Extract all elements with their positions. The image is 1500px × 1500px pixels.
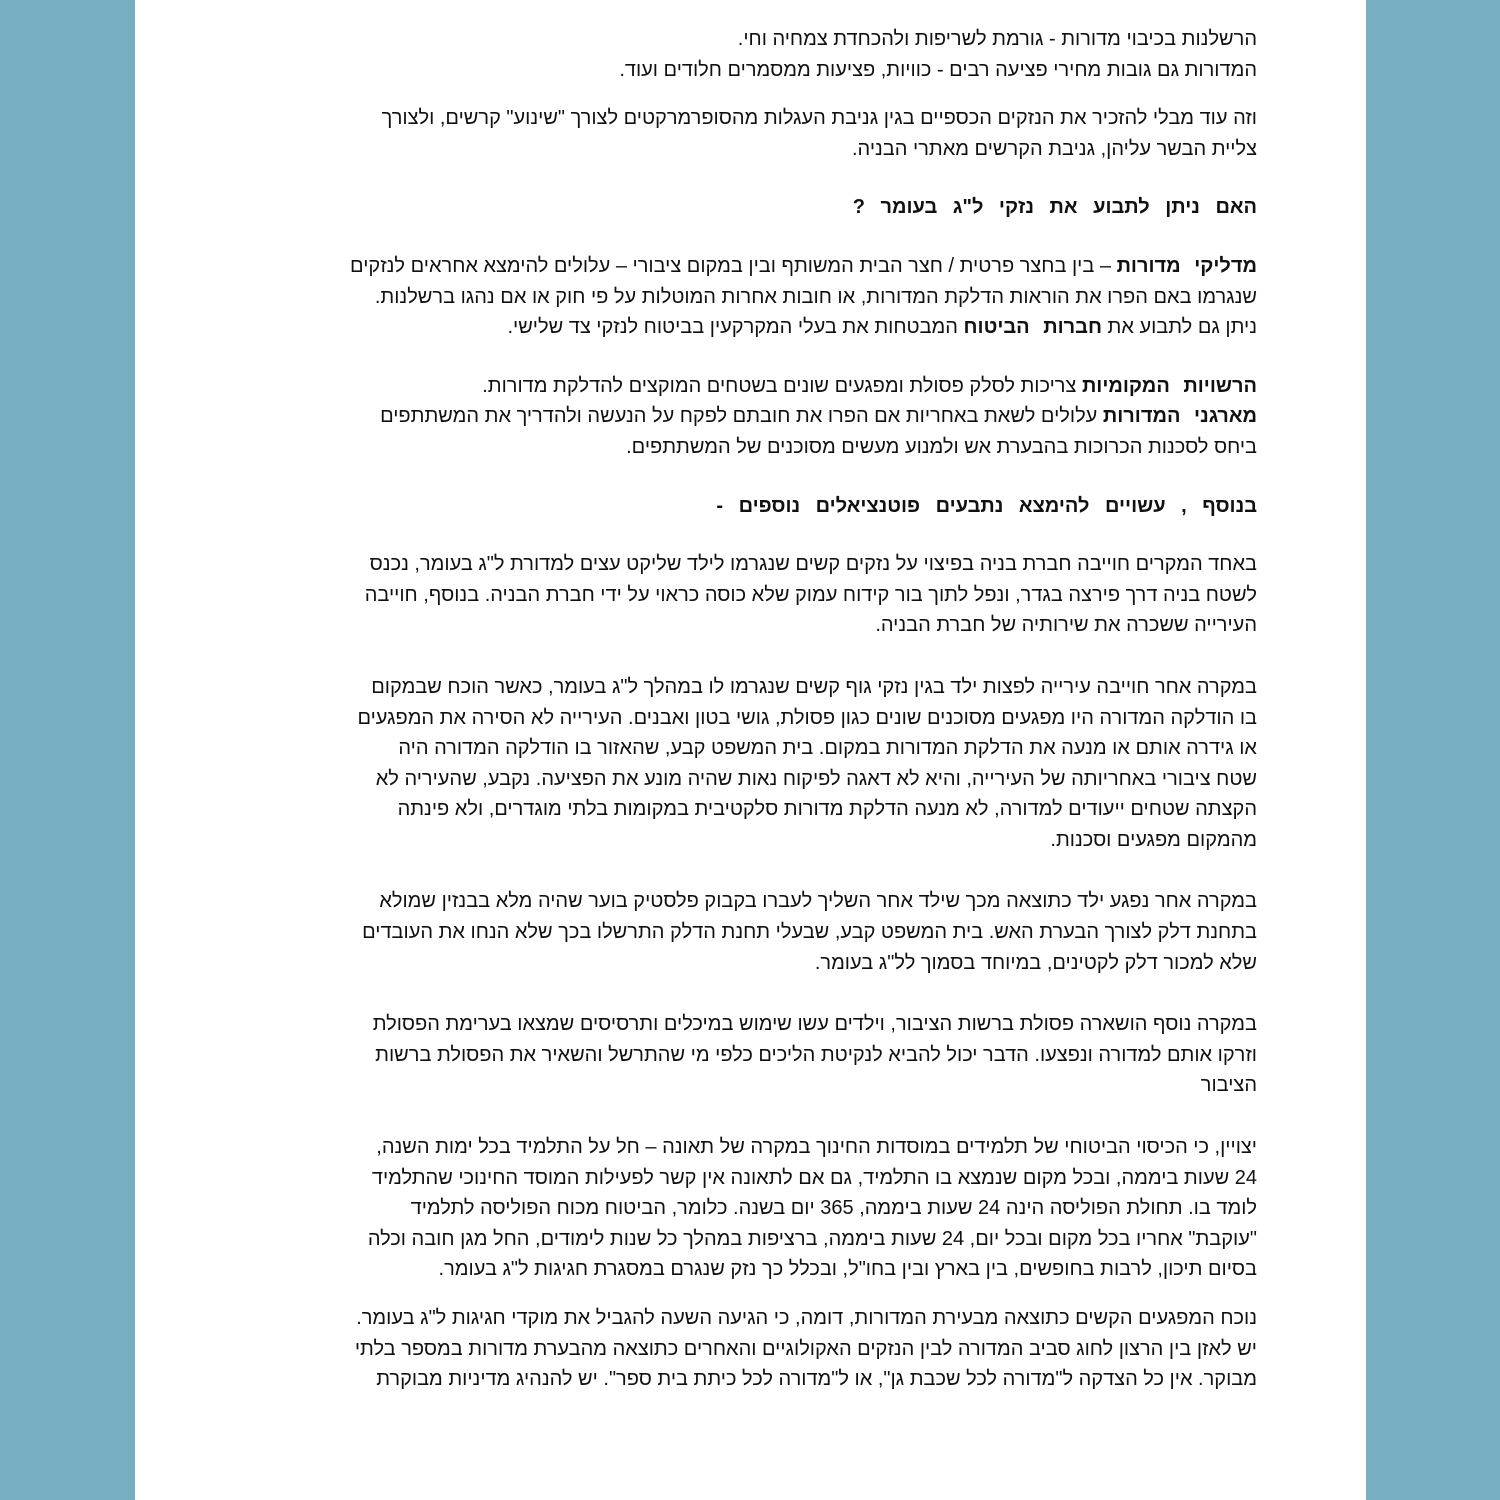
text-run: המבטחות את בעלי המקרקעין בביטוח לנזקי צד שלישי.: [507, 316, 964, 339]
text-line: הציבור: [1200, 1074, 1257, 1097]
text-line: במקרה אחר חוייבה עירייה לפצות ילד בגין נזקי גוף קשים שנגרמו לו במהלך ל"ג בעומר, כאשר הוכח שבמקום: [371, 675, 1257, 698]
text-line: צליית הבשר עליהן, גניבת הקרשים מאתרי הבניה.: [852, 137, 1257, 160]
text-run: – בין בחצר פרטית / חצר הבית המשותף ובין במקום ציבורי – עלולים להימצא אחראים לנזקים: [350, 254, 1117, 277]
paragraph-financial-damages: [185, 103, 1257, 164]
text-line: במקרה אחר נפגע ילד כתוצאה מכך שילד אחר השליך לעברו בקבוק פלסטיק בוער שהיה מלא בבנזין שמולא: [379, 890, 1257, 913]
text-line: בו הודלקה המדורה היו מפגעים מסוכנים שונים כגון פסולת, גושי בטון ואבנים. העירייה לא הסירה את המפגעים: [357, 706, 1257, 729]
text-line: מהמקום מפגעים וסכנות.: [1050, 828, 1257, 851]
paragraph-conclusion: [185, 1303, 1257, 1395]
text-run: ניתן גם לתבוע את: [1101, 316, 1257, 339]
text-line: [185, 251, 1257, 282]
text-line: "עוקבת" אחריו בכל מקום ובכל יום, 24 שעות ביממה, ברציפות במהלך כל שנות לימודים, החל מגן חובה וכלה: [367, 1227, 1257, 1250]
paragraph-gas-station-case: [185, 886, 1257, 978]
bold-term: חברות הביטוח: [963, 316, 1102, 339]
text-line: נוכח המפגעים הקשים כתוצאה מבעירת המדורות, דומה, כי הגיעה השעה להגביל את מוקדי חגיגות ל"ג בעומר.: [356, 1307, 1257, 1329]
text-line: מבוקר. אין כל הצדקה ל"מדורה לכל שכבת גן", או ל"מדורה לכל כיתת בית ספר". יש להנהיג מדיניות מבוקרת: [376, 1368, 1257, 1391]
text-line: באחד המקרים חוייבה חברת בניה בפיצוי על נזקים קשים שנגרמו לילד שליקט עצים למדורת ל"ג בעומר, נכנס: [369, 553, 1257, 576]
text-line: העירייה ששכרה את שירותיה של חברת הבניה.: [875, 614, 1257, 637]
paragraph-local-authorities: [185, 371, 1257, 463]
text-line: בסיום תיכון, לרבות בחופשים, בין בארץ ובין בחו"ל, ובכלל כך נזק שנגרם במסגרת חגיגות ל"ג בעומר.: [438, 1258, 1257, 1281]
document-page: [135, 0, 1366, 1500]
text-line: שנגרמו באם הפרו את הוראות הדלקת המדורות, או חובות אחרות המוטלות על פי חוק או אם נהגו ברשלנות.: [374, 285, 1257, 308]
text-line: או גידרה אותם או מנעה את הדלקת המדורות במקום. בית המשפט קבע, שהאזור בו הודלקה המדורה היה: [398, 737, 1257, 760]
text-line: המדורות גם גובות מחירי פציעה רבים - כוויות, פציעות ממסמרים חלודים ועוד.: [619, 58, 1257, 81]
text-line: יש לאזן בין הרצון לחוג סביב המדורה לבין הנזקים האקולוגיים והאחרים כתוצאה מהבערת מדורות במספר בלתי: [354, 1337, 1257, 1360]
section-heading-additional-defendants: בנוסף , עשויים להימצא נתבעים פוטנציאלים נוספים -: [716, 494, 1257, 517]
text-line: שטח ציבורי באחריותה של העירייה, והיא לא דאגה לפיקוח נאות שהיה מונע את הפציעה. נקבע, שהעיריה לא: [375, 767, 1257, 790]
paragraph-bonfire-negligence: [185, 24, 1257, 85]
text-line: [185, 401, 1257, 432]
bold-term: מארגני המדורות: [1102, 405, 1257, 428]
text-line: יצויין, כי הכיסוי הביטוחי של תלמידים במוסדות החינוך במקרה של תאונה – חל על התלמיד בכל ימות השנה,: [376, 1136, 1257, 1159]
text-line: לומד בו. תחולת הפוליסה הינה 24 שעות ביממה, 365 יום בשנה. כלומר, הביטוח מכוח הפוליסה לתלמיד: [410, 1197, 1257, 1220]
text-line: [185, 312, 1257, 343]
text-line: בתחנת דלק לצורך הבערת האש. בית המשפט קבע, שבעלי תחנת הדלק התרשלו בכך שלא הנחו את העובדים: [362, 921, 1257, 944]
paragraph-waste-case: [185, 1009, 1257, 1101]
bold-term: הרשויות המקומיות: [1081, 374, 1257, 397]
text-line: [185, 371, 1257, 402]
text-line: וזה עוד מבלי להזכיר את הנזקים הכספיים בגין גניבת העגלות מהסופרמרקטים לצורך "שינוע" קרשים, ולצורך: [381, 107, 1257, 130]
paragraph-municipality-case: [185, 672, 1257, 856]
text-line: 24 שעות ביממה, ובכל מקום שנמצא בו התלמיד, גם אם לתאונה אין קשר לפעילות המוסד החינוכי שהתלמיד: [371, 1166, 1257, 1189]
text-line: ביחס לסכנות הכרוכות בהבערת אש ולמנוע מעשים מסוכנים של המשתתפים.: [626, 435, 1257, 458]
text-run: צריכות לסלק פסולת ומפגעים שונים בשטחים המוקצים להדלקת מדורות.: [482, 374, 1082, 397]
paragraph-bonfire-lighters: [185, 251, 1257, 343]
section-heading-can-sue: האם ניתן לתבוע את נזקי ל"ג בעומר ?: [852, 196, 1257, 219]
text-line: במקרה נוסף הושארה פסולת ברשות הציבור, וילדים עשו שימוש במיכלים ותרסיסים שמצאו בערימת הפסולת: [372, 1013, 1257, 1036]
text-run: עלולים לשאת באחריות אם הפרו את חובתם לפקח על הנעשה ולהדריך את המשתתפים: [380, 405, 1103, 428]
text-line: לשטח בניה דרך פירצה בגדר, ונפל לתוך בור קידוח עמוק שלא כוסה כראוי על ידי חברת הבניה. בנוסף, חוייבה: [364, 583, 1257, 606]
bold-term: מדליקי מדורות: [1116, 254, 1257, 277]
text-line: וזרקו אותם למדורה ונפצעו. הדבר יכול להביא לנקיטת הליכים כלפי מי שהתרשל והשאיר את הפסולת ברשות: [375, 1043, 1257, 1066]
document-body: [185, 24, 1257, 1395]
text-line: הרשלנות בכיבוי מדורות - גורמת לשריפות ולהכחדת צמחיה וחי.: [737, 28, 1257, 50]
text-line: שלא למכור דלק לקטינים, במיוחד בסמוך לל"ג בעומר.: [814, 951, 1257, 974]
paragraph-student-insurance: [185, 1132, 1257, 1285]
text-line: הקצתה שטחים ייעודים למדורה, לא מנעה הדלקת מדורות סלקטיבית במקומות בלתי מוגדרים, ולא פינתה: [397, 798, 1257, 821]
paragraph-construction-case: [185, 549, 1257, 641]
